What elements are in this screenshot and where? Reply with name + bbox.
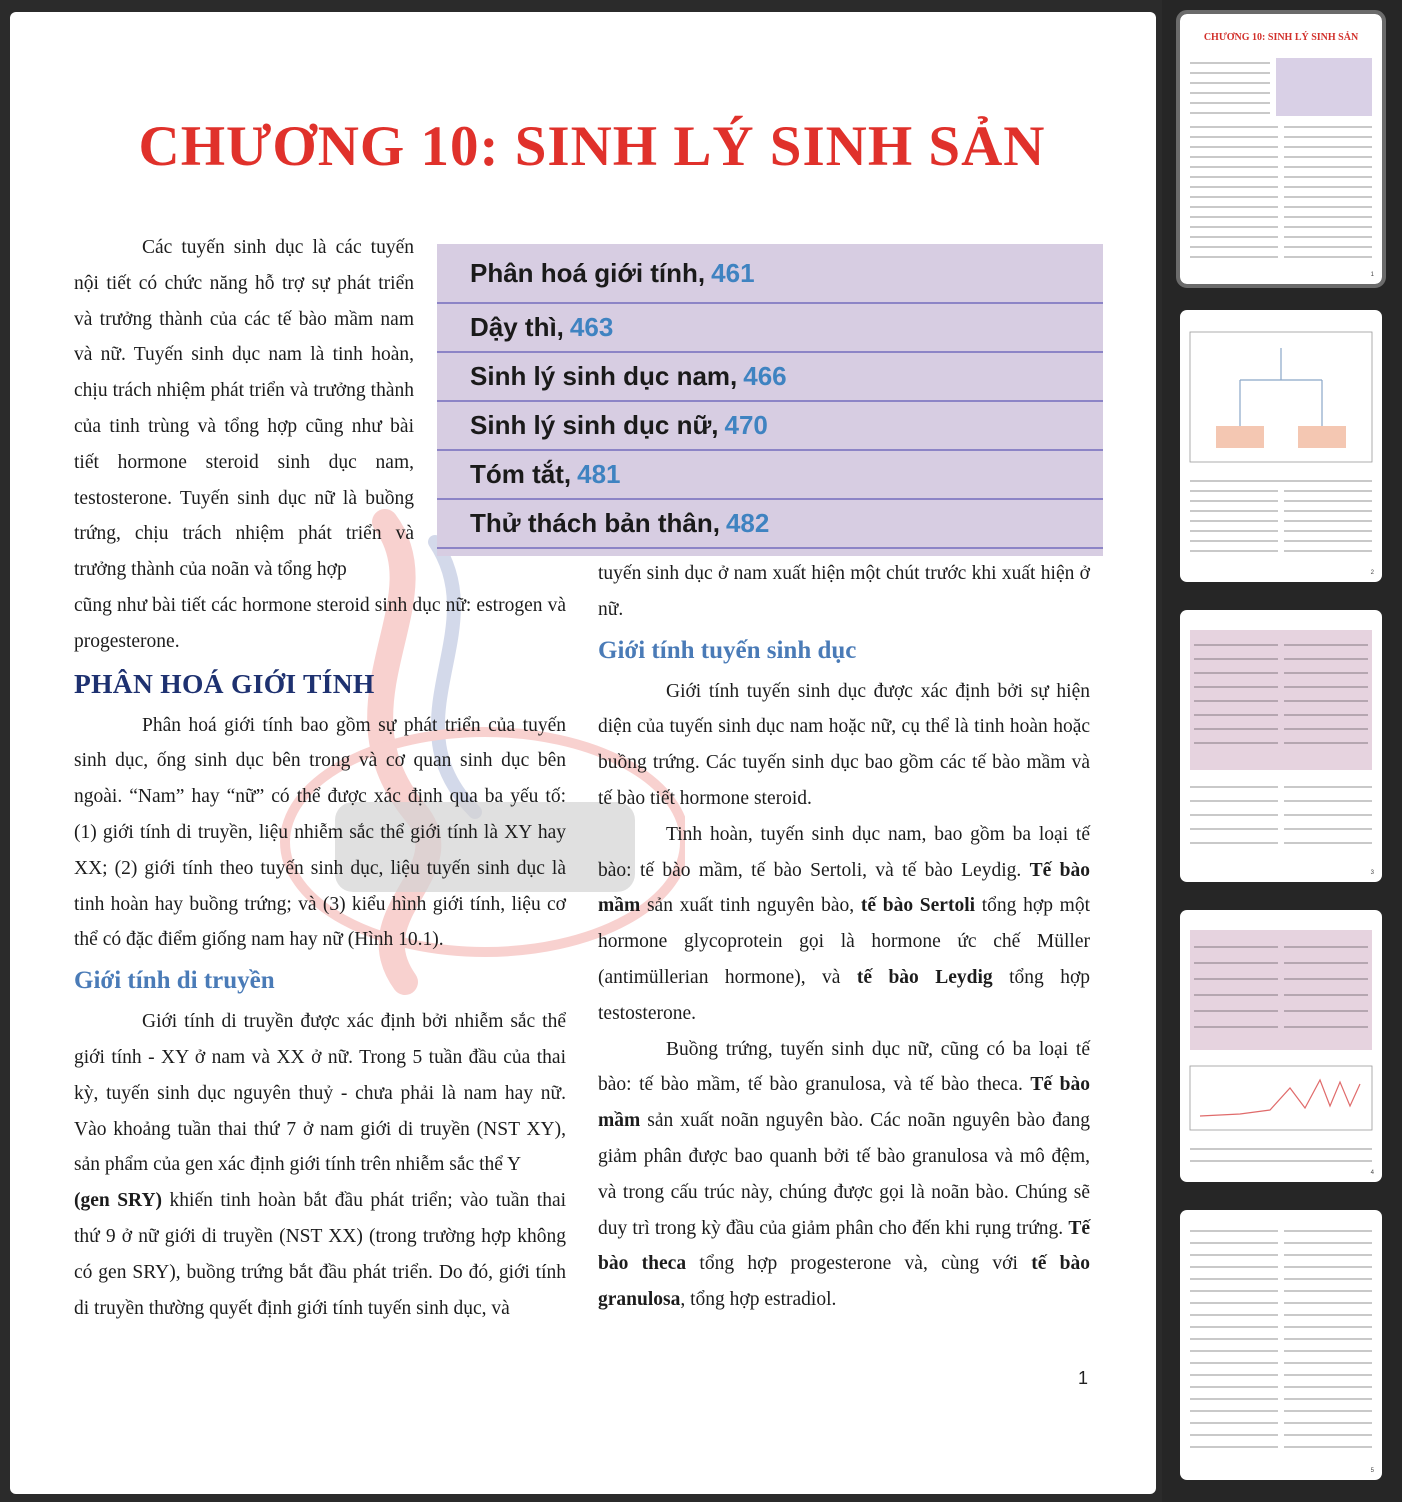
page-thumbnail[interactable] [1180,610,1382,882]
intro-paragraph-end: cũng như bài tiết các hormone steroid sinh dục nữ: estrogen và progesterone. [74,594,566,652]
toc-page: 470 [724,410,768,440]
toc-page: 463 [569,312,614,342]
text-run: khiến tinh hoàn bắt đầu phát triển; vào tuần thai thứ 9 ở nữ giới di truyền (NST XX) (trong trường hợp không có gen SRY), buồng trứng bắt đầu phát triển. Do đó, giới tính di truyền thường quyết định giới tính tuyến sinh dục, và [74,1190,567,1319]
paragraph: Giới tính tuyến sinh dục được xác định bởi sự hiện diện của tuyến sinh dục nam hoặc nữ, cụ thể là tinh hoàn hoặc buồng trứng. Các tuyến sinh dục bao gồm các tế bào mầm và tế bào tiết hormone steroid. [598,680,1090,809]
toc-label: Sinh lý sinh dục nữ, [470,410,719,440]
toc-label: Thử thách bản thân, [470,508,720,538]
thumbnail-page-number: 3 [1370,870,1374,876]
bold-term: Tế bào theca [598,1217,1090,1275]
left-column [74,230,566,1326]
subsection-heading: Giới tính di truyền [74,967,275,995]
toc-page: 461 [711,257,755,288]
page-thumbnail[interactable] [1180,1210,1382,1480]
thumbnail-page-number: 5 [1370,1468,1374,1474]
paragraph: Phân hoá giới tính bao gồm sự phát triển của tuyến sinh dục, ống sinh dục bên trong và cơ quan sinh dục bên ngoài. “Nam” hay “nữ” có thể được xác định qua ba yếu tố: (1) giới tính di truyền, liệu nhiễm sắc thể giới tính là XY hay XX; (2) giới tính theo tuyến sinh dục, liệu tuyến sinh dục là tinh hoàn hay buồng trứng; và (3) kiểu hình giới tính, liệu cơ thể có đặc điểm giống nam hay nữ (Hình 10.1). [74,714,566,951]
text-run: tổng hợp progesterone và, cùng với [699,1253,1018,1275]
text-run: sản xuất noãn nguyên bào. Các noãn nguyên bào đang giảm phân được bao quanh bởi tế bào granulosa và mô đệm, và trong cấu trúc này, chúng được gọi là noãn bào. Chúng sẽ duy trì trong kỳ đầu của giảm phân cho đến khi rụng trứng. [598,1110,1090,1239]
diagram-thumbnail-icon [1180,320,1382,470]
page-thumbnail[interactable] [1180,14,1382,284]
page-number: 1 [1078,1368,1089,1388]
bold-term: Tế bào mầm [598,1074,1090,1132]
thumbnail-title: CHƯƠNG 10: SINH LÝ SINH SẢN [1203,32,1359,43]
bold-term: tế bào Sertoli [860,895,976,917]
text-run: Buồng trứng, tuyến sinh dục nữ, cũng có ba loại tế bào: tế bào mầm, tế bào granulosa, và tế bào theca. [598,1038,1090,1096]
bold-term: (gen SRY) [74,1190,163,1212]
toc-page: 466 [743,361,787,391]
subsection-heading: Giới tính tuyến sinh dục [598,636,857,664]
thumbnail-page-number: 4 [1370,1170,1374,1176]
page-thumbnail[interactable] [1180,910,1382,1182]
toc-label: Sinh lý sinh dục nam, [470,361,738,391]
toc-label: Dậy thì, [470,312,564,342]
chapter-title: CHƯƠNG 10: SINH LÝ SINH SẢN [138,115,1046,178]
toc-label: Tóm tắt, [470,459,572,489]
bold-term: Tế bào mầm [598,859,1090,917]
text-run: sản xuất tinh nguyên bào, [646,895,855,917]
paragraph-continued: tuyến sinh dục ở nam xuất hiện một chút trước khi xuất hiện ở nữ. [598,563,1090,620]
paragraph [598,1032,1090,1318]
toc-page: 482 [725,508,770,538]
thumbnail-page-number: 1 [1370,272,1374,278]
bold-term: tế bào Leydig [856,966,993,988]
page-thumbnail-sidebar [1162,0,1402,1502]
chart-thumbnail-icon [1180,1060,1382,1140]
text-run: , tổng hợp estradiol. [680,1289,837,1311]
text-run: Giới tính di truyền được xác định bởi nhiễm sắc thể giới tính - XY ở nam và XX ở nữ. Trong 5 tuần đầu của thai kỳ, tuyến sinh dục nguyên thuỷ - chưa phải là nam hay nữ. Vào khoảng tuần thai thứ 7 ở nam giới di truyền (NST XY), sản phẩm của gen xác định giới tính trên nhiễm sắc thể Y [74,1011,566,1176]
paragraph [74,1004,566,1326]
section-heading: PHÂN HOÁ GIỚI TÍNH [74,667,375,699]
paragraph [598,817,1090,1032]
toc-page: 481 [577,459,621,489]
right-column [598,556,1090,1318]
text-run: tổng hợp một hormone glycoprotein gọi là hormone ức chế Müller (antimüllerian hormone), và [598,895,1091,988]
bold-term: tế bào granulosa [598,1253,1091,1311]
thumbnail-page-number: 2 [1370,570,1374,576]
page-thumbnail[interactable] [1180,310,1382,582]
document-page [10,12,1156,1494]
toc-label: Phân hoá giới tính, [470,257,706,288]
text-run: tổng hợp testosterone. [598,966,1091,1024]
text-run: Tinh hoàn, tuyến sinh dục nam, bao gồm ba loại tế bào: tế bào mầm, tế bào Sertoli, và tế bào Leydig. [598,823,1090,881]
intro-paragraph: Các tuyến sinh dục là các tuyến nội tiết có chức năng hỗ trợ sự phát triển và trưởng thành của các tế bào mầm nam và nữ. Tuyến sinh dục nam là tinh hoàn, chịu trách nhiệm phát triển và trưởng thành của tinh trùng và tổng hợp cũng như bài tiết hormone steroid sinh dục nam, testosterone. Tuyến sinh dục nữ là buồng trứng, chịu trách nhiệm phát triển và trưởng thành của noãn và tổng hợp [74,237,414,581]
